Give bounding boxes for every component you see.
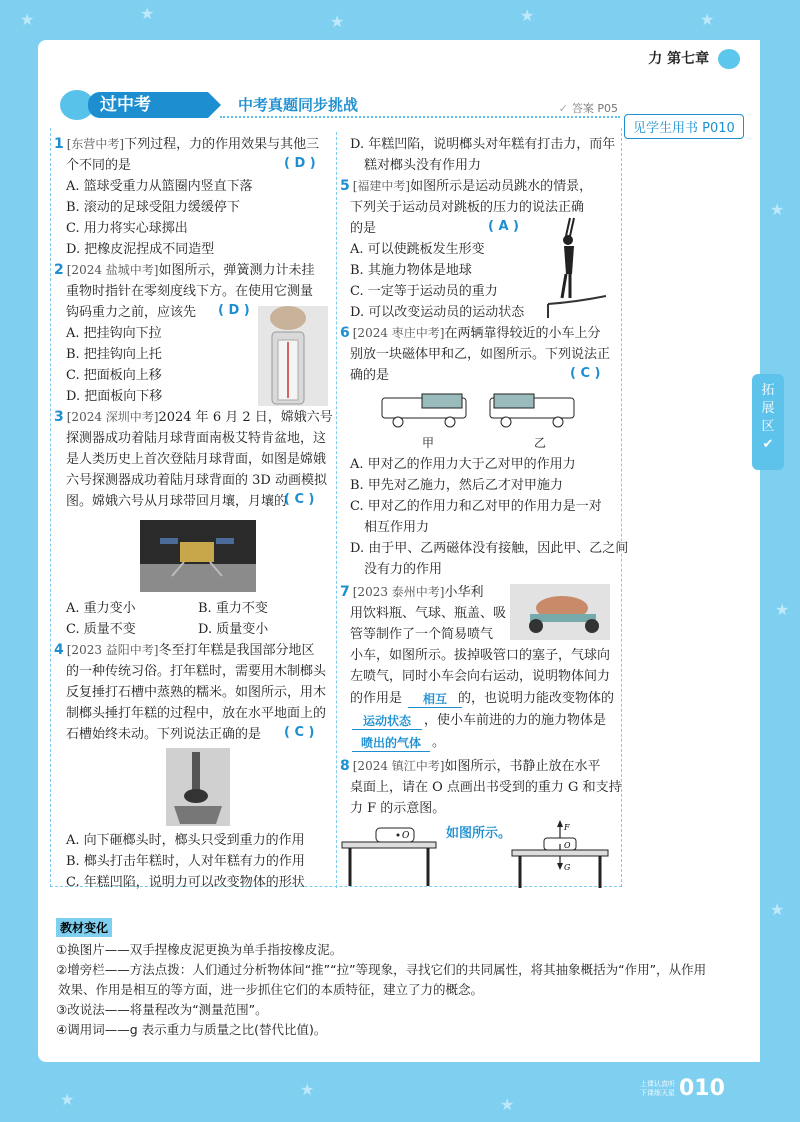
question-number: 7: [340, 584, 350, 600]
banner-underline: [220, 116, 620, 118]
question-number: 6: [340, 325, 350, 341]
question-source: [2023 益阳中考]: [66, 643, 159, 657]
answer-mark: ( D ): [218, 303, 250, 318]
page-number-block: [640, 1076, 725, 1101]
star-icon: ★: [775, 600, 790, 619]
rice-cake-pounding-photo: [166, 748, 230, 826]
option-d: D. 把面板向下移: [66, 389, 163, 404]
question-1-stem: [54, 134, 319, 155]
question-source: [2023 泰州中考]: [352, 585, 445, 599]
stem-line: 下列过程，力的作用效果与其他三: [124, 137, 320, 152]
question-number: 1: [54, 136, 64, 152]
option-a: A. 可以使跳板发生形变: [350, 242, 485, 257]
option-d-continued: 没有力的作用: [364, 562, 443, 577]
option-c: C. 用力将实心球掷出: [66, 221, 188, 236]
page-motto: [640, 1080, 675, 1098]
answer-fill-2: 运动状态: [352, 712, 422, 730]
question-number: 5: [340, 178, 350, 194]
star-icon: ★: [300, 1080, 315, 1099]
stem-line: 的是: [350, 221, 377, 236]
check-icon: ✔: [762, 437, 774, 452]
textbook-changes-label: 教材变化: [56, 918, 112, 937]
spring-scale-photo: [258, 306, 328, 406]
stem-line: 在两辆靠得较近的小车上分: [444, 326, 601, 341]
option-d: D. 由于甲、乙两磁体没有接触，因此甲、乙之间: [350, 541, 629, 556]
question-source: [东营中考]: [66, 137, 125, 151]
stem-line: 图。嫦娥六号从月球带回月壤，月壤的: [66, 494, 288, 509]
answer-mark: ( D ): [284, 156, 316, 171]
stem-line: 确的是: [350, 368, 390, 383]
stem-line: 左喷气，同时小车会向右运动，说明物体间力: [350, 669, 611, 684]
option-c: C. 把面板向上移: [66, 368, 162, 383]
question-source: [2024 盐城中考]: [66, 263, 159, 277]
tab-char: 区: [761, 419, 775, 434]
option-b: B. 滚动的足球受阻力缓缓停下: [66, 200, 240, 215]
question-2-stem: [54, 260, 314, 281]
stem-line: 2024 年 6 月 2 日，嫦娥六号: [158, 410, 333, 425]
extension-tab[interactable]: [752, 374, 784, 470]
option-d: D. 质量变小: [198, 622, 269, 637]
stem-text: 。: [432, 735, 446, 750]
option-b: B. 其施力物体是地球: [350, 263, 472, 278]
question-number: 3: [54, 409, 64, 425]
question-source: [2024 深圳中考]: [66, 410, 159, 424]
option-a: A. 甲对乙的作用力大于乙对甲的作用力: [350, 457, 576, 472]
textbook-change-line: 效果、作用是相互的等方面，进一步抓住它们的本质特征，建立了力的概念。: [58, 982, 484, 997]
option-b: B. 甲先对乙施力，然后乙才对甲施力: [350, 478, 563, 493]
option-b: B. 把挂钩向上托: [66, 347, 162, 362]
textbook-change-line: ②增旁栏——方法点拨：人们通过分析物体间“推”“拉”等现象，寻找它们的共同属性，将其抽象概括为“作用”，从作用: [56, 962, 707, 977]
option-c: C. 一定等于运动员的重力: [350, 284, 498, 299]
option-a: A. 重力变小: [66, 601, 136, 616]
stem-line: [350, 688, 614, 709]
force-g-label: G: [564, 863, 571, 872]
textbook-change-line: ③改说法——将量程改为“测量范围”。: [56, 1002, 268, 1017]
page-frame-top: [0, 0, 800, 36]
stem-line: 用饮料瓶、气球、瓶盖、吸: [350, 606, 507, 621]
question-number: 2: [54, 262, 64, 278]
option-c: C. 甲对乙的作用力和乙对甲的作用力是一对: [350, 499, 602, 514]
stem-line: 钩码重力之前，应该先: [66, 305, 197, 320]
option-d-continued: 糕对榔头没有作用力: [364, 158, 482, 173]
question-7-stem: [340, 582, 483, 603]
student-book-ref: 见学生用书 P010: [624, 114, 744, 139]
answer-mark: ( C ): [284, 492, 315, 507]
stem-text: 的，也说明力能改变物体的: [458, 691, 615, 706]
stem-line: 下列关于运动员对跳板的压力的说法正确: [350, 200, 585, 215]
motto-line: 下课练天星: [640, 1088, 675, 1097]
stem-line: 个不同的是: [66, 158, 132, 173]
answer-fill-3: 喷出的气体: [352, 734, 430, 752]
question-3-stem: [54, 407, 333, 428]
stem-line: 别放一块磁体甲和乙，如图所示。下列说法正: [350, 347, 611, 362]
force-f-label: F: [564, 823, 570, 832]
stem-line: 力 F 的示意图。: [350, 801, 446, 816]
tab-char: 拓: [761, 383, 775, 398]
option-d: D. 把橡皮泥捏成不同造型: [66, 242, 215, 257]
stem-line: 管等制作了一个简易喷气: [350, 627, 494, 642]
question-source: [2024 镇江中考]: [352, 759, 445, 773]
star-icon: ★: [330, 12, 345, 31]
question-source: [福建中考]: [352, 179, 411, 193]
cart-label-jia: 甲: [422, 436, 435, 450]
option-c: C. 年糕凹陷，说明力可以改变物体的形状: [66, 875, 305, 890]
point-o-label: O: [564, 841, 571, 850]
answer-mark: ( C ): [570, 366, 601, 381]
stem-text: ，使小车前进的力的施力物体是: [424, 713, 607, 728]
stem-line: 石槽始终未动。下列说法正确的是: [66, 727, 262, 742]
option-c-continued: 相互作用力: [364, 520, 430, 535]
point-o-label: O: [402, 831, 410, 841]
stem-line: 小车，如图所示。拔掉吸管口的塞子，气球向: [350, 648, 611, 663]
stem-line: 六号探测器成功着陆月球背面的 3D 动画模拟: [66, 473, 327, 488]
stem-line: 反复捶打石槽中蒸熟的糯米。如图所示，用木: [66, 685, 327, 700]
stem-line: 如图所示，弹簧测力计未挂: [158, 263, 315, 278]
answer-ref-text: 答案 P05: [571, 102, 618, 115]
diver-figure: [540, 212, 608, 320]
answer-note: 如图所示。: [446, 826, 512, 841]
question-6-stem: [340, 323, 600, 344]
star-icon: ★: [60, 1090, 75, 1109]
page-number: 010: [679, 1076, 725, 1101]
question-4-stem: [54, 640, 314, 661]
stem-line: 如图所示，书静止放在水平: [444, 759, 601, 774]
answer-fill-1: 相互: [408, 690, 462, 708]
chapter-title: 力 第七章: [648, 51, 710, 67]
option-a: A. 向下砸榔头时，榔头只受到重力的作用: [66, 833, 305, 848]
magnet-carts-diagram: [378, 390, 598, 430]
book-table-diagram: [340, 818, 438, 888]
star-icon: ★: [700, 10, 715, 29]
stem-line: 如图所示是运动员跳水的情景，: [410, 179, 593, 194]
section-tag: 过中考: [88, 92, 208, 118]
star-icon: ★: [770, 900, 785, 919]
section-subtitle: 中考真题同步挑战: [238, 96, 359, 114]
option-d: D. 可以改变运动员的运动状态: [350, 305, 525, 320]
moon-probe-photo: [140, 520, 256, 592]
star-icon: ★: [20, 10, 35, 29]
question-8-stem: [340, 756, 600, 777]
stem-line: 重物时指针在零刻度线下方。在使用它测量: [66, 284, 314, 299]
chapter-header: [648, 48, 740, 69]
stem-line: 的一种传统习俗。打年糕时，需要用木制榔头: [66, 664, 327, 679]
question-source: [2024 枣庄中考]: [352, 326, 445, 340]
force-answer-diagram: [510, 818, 610, 890]
mascot-icon: [718, 49, 740, 69]
check-icon: ✓: [558, 102, 568, 115]
star-icon: ★: [770, 200, 785, 219]
stem-text: 的作用是: [350, 691, 403, 706]
stem-line: 桌面上，请在 O 点画出书受到的重力 G 和支持: [350, 780, 622, 795]
jet-car-photo: [510, 584, 610, 640]
textbook-change-line: ①换图片——双手捏橡皮泥更换为单手指按橡皮泥。: [56, 942, 343, 957]
question-number: 4: [54, 642, 64, 658]
section-banner: [60, 92, 620, 118]
stem-line: 制榔头捶打年糕的过程中，放在水平地面上的: [66, 706, 327, 721]
option-d: D. 年糕凹陷，说明榔头对年糕有打击力，而年: [350, 137, 616, 152]
cart-label-yi: 乙: [534, 436, 547, 450]
stem-line: 是人类历史上首次登陆月球背面，如图是嫦娥: [66, 452, 327, 467]
option-a: A. 篮球受重力从篮圈内竖直下落: [66, 179, 253, 194]
question-number: 8: [340, 758, 350, 774]
answer-mark: ( A ): [488, 219, 519, 234]
option-b: B. 榔头打击年糕时，人对年糕有力的作用: [66, 854, 305, 869]
star-icon: ★: [520, 6, 535, 25]
column-divider: [336, 132, 337, 888]
stem-line: 小华利: [444, 585, 484, 600]
star-icon: ★: [140, 4, 155, 23]
option-c: C. 质量不变: [66, 622, 136, 637]
answer-ref: [559, 100, 618, 116]
answer-mark: ( C ): [284, 725, 315, 740]
tab-char: 展: [761, 401, 775, 416]
option-a: A. 把挂钩向下拉: [66, 326, 162, 341]
star-icon: ★: [500, 1095, 515, 1114]
question-5-stem: [340, 176, 592, 197]
option-b: B. 重力不变: [198, 601, 268, 616]
stem-line: 冬至打年糕是我国部分地区: [158, 643, 315, 658]
textbook-change-line: ④调用词——g 表示重力与质量之比(替代比值)。: [56, 1022, 327, 1037]
stem-line: 探测器成功着陆月球背面南极艾特肯盆地，这: [66, 431, 327, 446]
motto-line: 上课认真听: [640, 1079, 675, 1088]
